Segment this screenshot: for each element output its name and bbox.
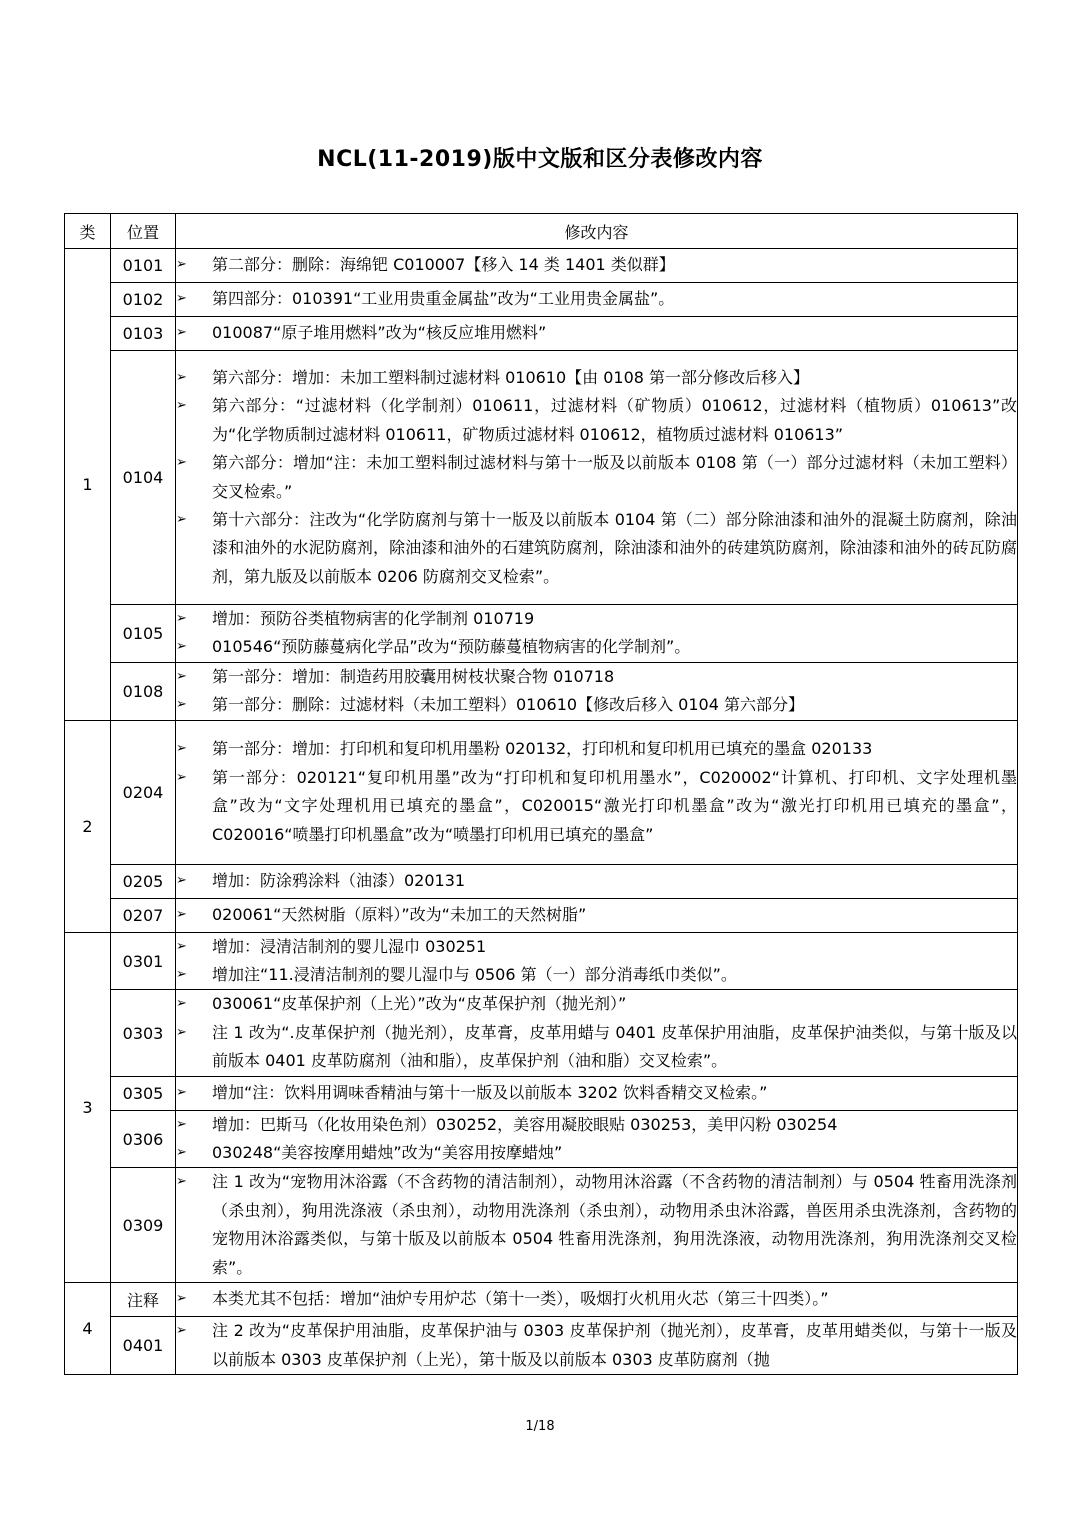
revision-item-text: 本类尤其不包括：增加“油炉专用炉芯（第十一类），吸烟打火机用火芯（第三十四类）。” — [212, 1289, 829, 1309]
table-header-row — [65, 214, 1018, 249]
revision-item — [176, 364, 1017, 392]
revision-item-text: 增加：浸清洁制剂的婴儿湿巾 030251 — [212, 936, 487, 956]
revision-item-text: 第一部分：020121“复印机用墨”改为“打印机和复印机用墨水”，C020002“计算机、打印机、文字处理机墨盒”改为“文字处理机用已填充的墨盒”，C020015“激光打印机墨盒”改为“激光打印机用已填充的墨盒”，C020016“喷墨打印机墨盒”改为“喷墨打印机用已填充的墨盒” — [212, 767, 1017, 844]
revision-item — [176, 901, 1017, 929]
header-class: 类 — [65, 214, 111, 249]
arrow-bullet-icon: ➢ — [176, 369, 187, 385]
table-row — [65, 898, 1018, 932]
arrow-bullet-icon: ➢ — [176, 1291, 187, 1307]
position-code: 0108 — [111, 662, 176, 720]
position-code: 0104 — [111, 351, 176, 605]
revision-content — [176, 898, 1018, 932]
table-row — [65, 990, 1018, 1076]
position-code: 0306 — [111, 1110, 176, 1168]
position-code: 0102 — [111, 283, 176, 317]
revision-content — [176, 249, 1018, 283]
table-row — [65, 605, 1018, 663]
arrow-bullet-icon: ➢ — [176, 1145, 187, 1161]
arrow-bullet-icon: ➢ — [176, 455, 187, 471]
arrow-bullet-icon: ➢ — [176, 872, 187, 888]
revision-item-text: 第十六部分：注改为“化学防腐剂与第十一版及以前版本 0104 第（二）部分除油漆和油外的混凝土防腐剂，除油漆和油外的水泥防腐剂，除油漆和油外的石建筑防腐剂，除油漆和油外的砖建筑防腐剂，除油漆和油外的砖瓦防腐剂，第九版及以前版本 0206 防腐剂交叉检索”。 — [212, 509, 1017, 586]
table-row — [65, 249, 1018, 283]
arrow-bullet-icon: ➢ — [176, 1323, 187, 1339]
revision-item — [176, 1079, 1017, 1107]
revision-content — [176, 990, 1018, 1076]
revision-item-text: 010546“预防藤蔓病化学品”改为“预防藤蔓植物病害的化学制剂”。 — [212, 637, 691, 657]
page-title: NCL(11-2019)版中文版和区分表修改内容 — [317, 147, 763, 172]
table-row — [65, 351, 1018, 605]
revision-item-text: 第六部分：增加“注：未加工塑料制过滤材料与第十一版及以前版本 0108 第（一）部分过滤材料（未加工塑料）交叉检索。” — [212, 453, 1017, 501]
revision-item — [176, 961, 1017, 989]
revision-item — [176, 605, 1017, 633]
revision-item — [176, 392, 1017, 449]
revision-content — [176, 1317, 1018, 1375]
position-code: 注释 — [111, 1283, 176, 1317]
arrow-bullet-icon: ➢ — [176, 938, 187, 954]
revision-item — [176, 506, 1017, 591]
revision-content — [176, 605, 1018, 663]
revision-item — [176, 691, 1017, 719]
arrow-bullet-icon: ➢ — [176, 325, 187, 341]
arrow-bullet-icon: ➢ — [176, 639, 187, 655]
position-code: 0101 — [111, 249, 176, 283]
revision-item — [176, 633, 1017, 661]
arrow-bullet-icon: ➢ — [176, 769, 187, 785]
revision-item — [176, 449, 1017, 506]
revision-content — [176, 932, 1018, 990]
revision-item-text: 第一部分：增加：制造药用胶囊用树枝状聚合物 010718 — [212, 666, 615, 686]
revision-content — [176, 283, 1018, 317]
class-number: 4 — [65, 1283, 111, 1375]
revision-content — [176, 351, 1018, 605]
revision-item-text: 注 2 改为“皮革保护用油脂，皮革保护油与 0303 皮革保护剂（抛光剂），皮革膏，皮革用蜡类似，与第十一版及以前版本 0303 皮革保护剂（上光），第十版及以前版本 0303 皮革防腐剂（抛 — [212, 1321, 1017, 1369]
revision-item-text: 010087“原子堆用燃料”改为“核反应堆用燃料” — [212, 323, 547, 343]
revision-item — [176, 735, 1017, 763]
revision-item-text: 增加：预防谷类植物病害的化学制剂 010719 — [212, 609, 535, 628]
revision-item-text: 增加“注：饮料用调味香精油与第十一版及以前版本 3202 饮料香精交叉检索。” — [212, 1082, 768, 1102]
revision-item — [176, 764, 1017, 849]
revision-item-text: 增加：巴斯马（化妆用染色剂）030252，美容用凝胶眼贴 030253，美甲闪粉 030254 — [212, 1114, 838, 1134]
revision-content — [176, 720, 1018, 864]
table-row — [65, 1110, 1018, 1168]
revision-item-text: 第六部分：“过滤材料（化学制剂）010611，过滤材料（矿物质）010612，过滤材料（植物质）010613”改为“化学物质制过滤材料 010611，矿物质过滤材料 010612，植物质过滤材料 010613” — [212, 396, 1017, 444]
revision-item — [176, 867, 1017, 895]
arrow-bullet-icon: ➢ — [176, 967, 187, 983]
revision-item — [176, 1317, 1017, 1374]
position-code: 0301 — [111, 932, 176, 990]
revision-item-text: 第六部分：增加：未加工塑料制过滤材料 010610【由 0108 第一部分修改后移入】 — [212, 367, 810, 387]
revision-content — [176, 317, 1018, 351]
arrow-bullet-icon: ➢ — [176, 291, 187, 307]
revision-item — [176, 663, 1017, 691]
revision-item-text: 第二部分：删除：海绵钯 C010007【移入 14 类 1401 类似群】 — [212, 255, 675, 275]
position-code: 0207 — [111, 898, 176, 932]
revision-item-text: 注 1 改为“宠物用沐浴露（不含药物的清洁制剂），动物用沐浴露（不含药物的清洁制剂）与 0504 牲畜用洗涤剂（杀虫剂），狗用洗涤液（杀虫剂），动物用洗涤剂（杀虫剂），动物用杀虫沐浴露，兽医用杀虫洗涤剂，含药物的宠物用沐浴露类似，与第十版及以前版本 0504 牲畜用洗涤剂，狗用洗涤液，动物用洗涤剂，狗用洗涤剂交叉检索”。 — [212, 1172, 1017, 1277]
table-row — [65, 720, 1018, 864]
revision-item-text: 注 1 改为“.皮革保护剂（抛光剂），皮革膏，皮革用蜡与 0401 皮革保护用油脂，皮革保护油类似，与第十版及以前版本 0401 皮革防腐剂（油和脂），皮革保护剂（油和脂）交叉检索”。 — [212, 1022, 1017, 1071]
arrow-bullet-icon: ➢ — [176, 1174, 187, 1190]
table-row — [65, 1317, 1018, 1375]
revision-item-text: 第一部分：增加：打印机和复印机用墨粉 020132，打印机和复印机用已填充的墨盒 020133 — [212, 739, 873, 759]
page-number: 1/18 — [525, 1419, 555, 1434]
revision-item — [176, 1139, 1017, 1167]
revision-item-text: 030248“美容按摩用蜡烛”改为“美容用按摩蜡烛” — [212, 1143, 563, 1163]
arrow-bullet-icon: ➢ — [176, 1116, 187, 1132]
revision-content — [176, 1283, 1018, 1317]
arrow-bullet-icon: ➢ — [176, 611, 187, 626]
revision-item — [176, 319, 1017, 347]
revision-item — [176, 990, 1017, 1018]
position-code: 0309 — [111, 1168, 176, 1283]
revision-item-text: 增加：防涂鸦涂料（油漆）020131 — [212, 870, 466, 890]
revision-item — [176, 285, 1017, 313]
revision-item-text: 第一部分：删除：过滤材料（未加工塑料）010610【修改后移入 0104 第六部分】 — [212, 695, 804, 715]
position-code: 0204 — [111, 720, 176, 864]
revision-content — [176, 662, 1018, 720]
table-row — [65, 864, 1018, 898]
header-position: 位置 — [111, 214, 176, 249]
position-code: 0205 — [111, 864, 176, 898]
arrow-bullet-icon: ➢ — [176, 1084, 187, 1100]
table-row — [65, 662, 1018, 720]
arrow-bullet-icon: ➢ — [176, 1024, 187, 1040]
revision-content — [176, 1168, 1018, 1283]
position-code: 0103 — [111, 317, 176, 351]
arrow-bullet-icon: ➢ — [176, 668, 187, 684]
position-code: 0105 — [111, 605, 176, 663]
arrow-bullet-icon: ➢ — [176, 257, 187, 273]
revision-item — [176, 933, 1017, 961]
revision-item-text: 增加注“11.浸清洁制剂的婴儿湿巾与 0506 第（一）部分消毒纸巾类似”。 — [212, 965, 737, 985]
table-row — [65, 1168, 1018, 1283]
arrow-bullet-icon: ➢ — [176, 697, 187, 713]
revision-item-text: 第四部分：010391“工业用贵重金属盐”改为“工业用贵金属盐”。 — [212, 289, 675, 309]
arrow-bullet-icon: ➢ — [176, 398, 187, 414]
arrow-bullet-icon: ➢ — [176, 741, 187, 757]
header-content: 修改内容 — [176, 214, 1018, 249]
table-row — [65, 317, 1018, 351]
class-number: 1 — [65, 249, 111, 721]
revision-item — [176, 1111, 1017, 1139]
arrow-bullet-icon: ➢ — [176, 511, 187, 527]
revision-item — [176, 1285, 1017, 1313]
revision-item-text: 030061“皮革保护剂（上光）”改为“皮革保护剂（抛光剂）” — [212, 994, 627, 1014]
revision-content — [176, 1076, 1018, 1110]
revision-content — [176, 864, 1018, 898]
revision-item — [176, 251, 1017, 279]
arrow-bullet-icon: ➢ — [176, 906, 187, 922]
revision-item — [176, 1019, 1017, 1076]
class-number: 3 — [65, 932, 111, 1282]
arrow-bullet-icon: ➢ — [176, 996, 187, 1012]
position-code: 0303 — [111, 990, 176, 1076]
revision-item-text: 020061“天然树脂（原料）”改为“未加工的天然树脂” — [212, 904, 587, 924]
table-body — [65, 249, 1018, 1375]
class-number: 2 — [65, 720, 111, 932]
position-code: 0305 — [111, 1076, 176, 1110]
position-code: 0401 — [111, 1317, 176, 1375]
table-row — [65, 1283, 1018, 1317]
table-row — [65, 932, 1018, 990]
revision-table — [64, 213, 1018, 1375]
revision-content — [176, 1110, 1018, 1168]
revision-item — [176, 1168, 1017, 1282]
table-row — [65, 283, 1018, 317]
table-row — [65, 1076, 1018, 1110]
